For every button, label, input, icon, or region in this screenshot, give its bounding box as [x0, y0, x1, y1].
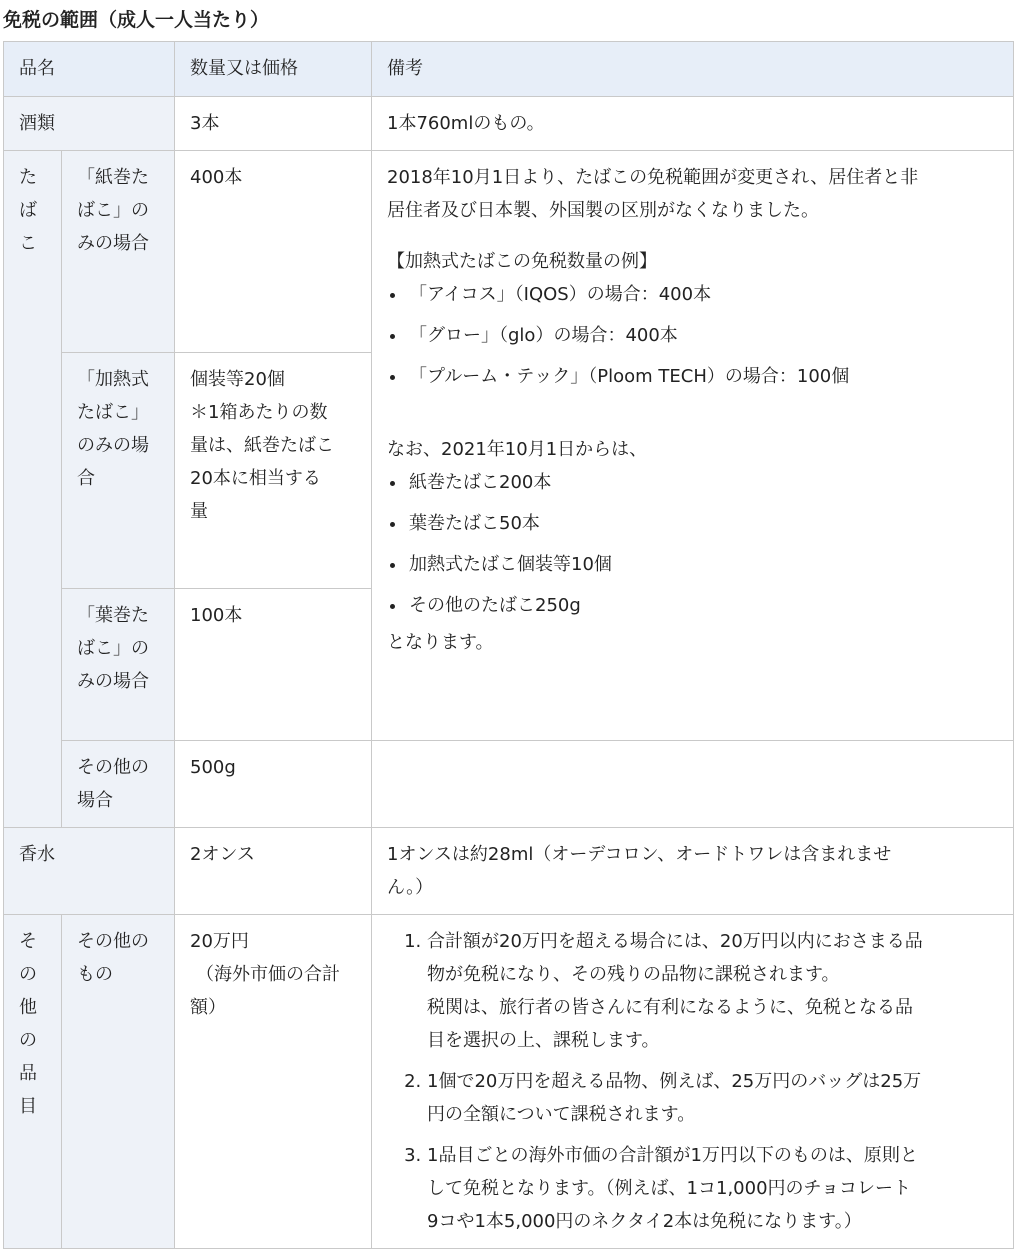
other-label-char: そ: [19, 931, 37, 952]
liquor-row: [4, 97, 1014, 151]
list-item: • 「アイコス」（IQOS）の場合：400本: [407, 274, 999, 315]
label-line: その他の: [77, 757, 149, 778]
label-line: ばこ」の: [77, 200, 149, 221]
tobacco-label: [4, 151, 62, 828]
perfume-row: [4, 828, 1014, 915]
list-item: • 「プルーム・テック」（Ploom TECH）の場合：100個: [407, 356, 999, 397]
header-note: 備考: [372, 42, 1014, 97]
label-line: のみの場: [77, 435, 149, 456]
list-item: • その他のたばこ250g: [407, 585, 999, 626]
label-line: たばこ」: [77, 402, 149, 423]
quantity-line: 500g: [190, 757, 236, 778]
header-quantity: 数量又は価格: [175, 42, 372, 97]
tobacco-note: [372, 151, 1014, 741]
perfume-note: [372, 828, 1014, 915]
note-line: 2018年10月1日より、たばこの免税範囲が変更され、居住者と非: [387, 167, 919, 188]
quantity-line: 20本に相当する: [190, 468, 321, 489]
perfume-quantity: 2オンス: [175, 828, 372, 915]
tobacco-label-char: ば: [19, 200, 37, 221]
quantity-line: 20万円: [190, 931, 249, 952]
other-notes-list: [387, 925, 999, 1238]
header-item: 品名: [4, 42, 175, 97]
duty-free-table: [3, 41, 1014, 1249]
page-title: 免税の範囲（成人一人当たり）: [3, 9, 270, 31]
tobacco-cigar-label: [62, 589, 175, 741]
other-label-char: 他: [19, 997, 37, 1018]
label-line: 「葉巻た: [77, 605, 149, 626]
tobacco-label-char: こ: [19, 233, 37, 254]
quantity-line: 400本: [190, 167, 243, 188]
tobacco-other-note: [372, 741, 1014, 828]
other-label: [4, 915, 62, 1249]
quantity-line: 量は、紙巻たばこ: [190, 435, 334, 456]
note-line: して免税となります。（例えば、1コ1,000円のチョコレート: [427, 1178, 911, 1199]
tobacco-row-cigarette: [4, 151, 1014, 353]
liquor-note: 1本760mlのもの。: [372, 97, 1014, 151]
label-line: その他の: [77, 931, 149, 952]
note-line: 税関は、旅行者の皆さんに有利になるように、免税となる品: [427, 997, 913, 1018]
limits-list: [387, 462, 999, 626]
list-item: • 「グロー」（glo）の場合：400本: [407, 315, 999, 356]
note-line: 物が免税になり、その残りの品物に課税されます。: [427, 964, 840, 985]
label-line: もの: [77, 964, 113, 985]
example-heading: 【加熱式たばこの免税数量の例】: [387, 251, 657, 272]
other-label-char: 品: [19, 1063, 37, 1084]
list-item: [427, 1065, 999, 1131]
tobacco-cigar-quantity: [175, 589, 372, 741]
note-line: 目を選択の上、課税します。: [427, 1030, 660, 1051]
label-line: 「加熱式: [77, 369, 149, 390]
list-item: • 葉巻たばこ50本: [407, 503, 999, 544]
tobacco-label-char: た: [19, 167, 37, 188]
note-line: 3. 1品目ごとの海外市価の合計額が1万円以下のものは、原則と: [427, 1145, 918, 1166]
other-label-char: の: [19, 964, 37, 985]
liquor-name: 酒類: [4, 97, 175, 151]
quantity-line: 量: [190, 501, 208, 522]
note-line: なお、2021年10月1日からは、: [387, 439, 648, 460]
liquor-quantity: 3本: [175, 97, 372, 151]
tobacco-cigarette-quantity: [175, 151, 372, 353]
list-item: • 加熱式たばこ個装等10個: [407, 544, 999, 585]
list-item: [427, 1139, 999, 1238]
other-quantity: [175, 915, 372, 1249]
perfume-name: 香水: [4, 828, 175, 915]
tobacco-other-label: [62, 741, 175, 828]
tobacco-row-other: [4, 741, 1014, 828]
label-line: みの場合: [77, 233, 149, 254]
quantity-line: （海外市価の合計: [196, 964, 340, 985]
header-row: [4, 42, 1014, 97]
quantity-line: ＊1箱あたりの数: [190, 402, 328, 423]
tobacco-cigarette-label: [62, 151, 175, 353]
quantity-line: 100本: [190, 605, 243, 626]
note-line: 9コや1本5,000円のネクタイ2本は免税になります。）: [427, 1211, 862, 1232]
note-line: 居住者及び日本製、外国製の区別がなくなりました。: [387, 200, 819, 221]
list-item: • 紙巻たばこ200本: [407, 462, 999, 503]
note-line: 1オンスは約28ml（オーデコロン、オードトワレは含まれませ: [387, 844, 892, 865]
label-line: みの場合: [77, 671, 149, 692]
note-line: となります。: [387, 632, 494, 653]
note-line: 2. 1個で20万円を超える品物、例えば、25万円のバッグは25万: [427, 1071, 922, 1092]
label-line: 場合: [77, 790, 113, 811]
tobacco-heated-label: [62, 353, 175, 589]
other-row: [4, 915, 1014, 1249]
label-line: 「紙巻た: [77, 167, 149, 188]
quantity-line: 個装等20個: [190, 369, 285, 390]
label-line: ばこ」の: [77, 638, 149, 659]
tobacco-heated-quantity: [175, 353, 372, 589]
tobacco-other-quantity: [175, 741, 372, 828]
list-item: [427, 925, 999, 1057]
other-notes: [372, 915, 1014, 1249]
other-sub-label: [62, 915, 175, 1249]
quantity-line: 額）: [190, 997, 226, 1018]
heated-tobacco-examples: [387, 274, 999, 397]
label-line: 合: [77, 468, 95, 489]
note-line: 円の全額について課税されます。: [427, 1104, 696, 1125]
note-line: ん。）: [387, 877, 434, 898]
other-label-char: の: [19, 1030, 37, 1051]
note-line: 1. 合計額が20万円を超える場合には、20万円以内におさまる品: [427, 931, 923, 952]
other-label-char: 目: [19, 1096, 37, 1117]
